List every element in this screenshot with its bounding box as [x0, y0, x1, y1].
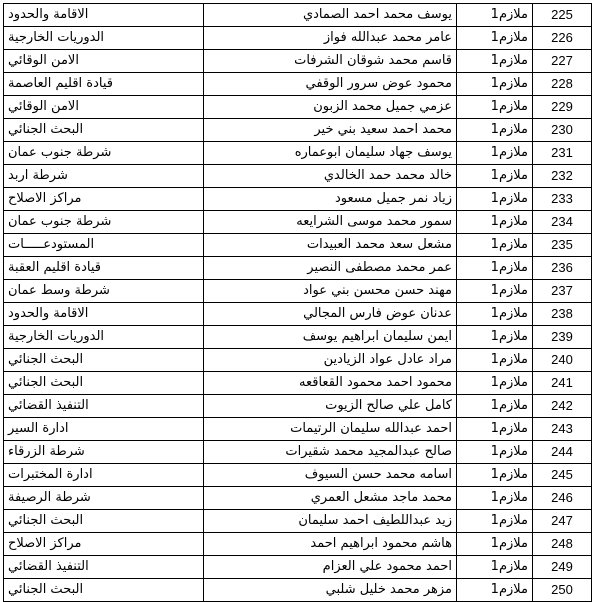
name-cell: اسامه محمد حسن السيوف	[204, 464, 457, 487]
row-number-cell: 228	[533, 73, 592, 96]
unit-cell: ادارة السير	[4, 418, 204, 441]
rank-cell: ملازم1	[457, 533, 533, 556]
unit-cell: شرطة اربد	[4, 165, 204, 188]
rank-cell: ملازم1	[457, 27, 533, 50]
row-number-cell: 240	[533, 349, 592, 372]
unit-cell: التنفيذ القضائي	[4, 556, 204, 579]
rank-cell: ملازم1	[457, 464, 533, 487]
table-row	[4, 441, 592, 464]
unit-cell: التنفيذ القضائي	[4, 395, 204, 418]
table-row	[4, 142, 592, 165]
name-cell: مهند حسن محسن بني عواد	[204, 280, 457, 303]
row-number-cell: 233	[533, 188, 592, 211]
name-cell: محمود احمد محمود القعاقعه	[204, 372, 457, 395]
name-cell: كامل علي صالح الزيوت	[204, 395, 457, 418]
table-row	[4, 510, 592, 533]
name-cell: يوسف محمد احمد الصمادي	[204, 4, 457, 27]
row-number-cell: 235	[533, 234, 592, 257]
row-number-cell: 226	[533, 27, 592, 50]
rank-cell: ملازم1	[457, 280, 533, 303]
name-cell: يوسف جهاد سليمان ابوعماره	[204, 142, 457, 165]
unit-cell: البحث الجنائي	[4, 372, 204, 395]
row-number-cell: 246	[533, 487, 592, 510]
row-number-cell: 231	[533, 142, 592, 165]
table-row	[4, 257, 592, 280]
rank-cell: ملازم1	[457, 349, 533, 372]
table-row	[4, 119, 592, 142]
table-row	[4, 280, 592, 303]
name-cell: عامر محمد عبدالله فواز	[204, 27, 457, 50]
name-cell: عزمي جميل محمد الزبون	[204, 96, 457, 119]
name-cell: احمد محمود علي العزام	[204, 556, 457, 579]
table-row	[4, 372, 592, 395]
row-number-cell: 225	[533, 4, 592, 27]
rank-cell: ملازم1	[457, 303, 533, 326]
name-cell: مشعل سعد محمد العبيدات	[204, 234, 457, 257]
unit-cell: الاقامة والحدود	[4, 4, 204, 27]
row-number-cell: 248	[533, 533, 592, 556]
row-number-cell: 249	[533, 556, 592, 579]
row-number-cell: 232	[533, 165, 592, 188]
rank-cell: ملازم1	[457, 257, 533, 280]
unit-cell: المستودعـــــات	[4, 234, 204, 257]
name-cell: خالد محمد حمد الخالدي	[204, 165, 457, 188]
rank-cell: ملازم1	[457, 142, 533, 165]
name-cell: صالح عبدالمجيد محمد شقيرات	[204, 441, 457, 464]
rank-cell: ملازم1	[457, 510, 533, 533]
rank-cell: ملازم1	[457, 165, 533, 188]
rank-cell: ملازم1	[457, 556, 533, 579]
name-cell: محمد ماجد مشعل العمري	[204, 487, 457, 510]
unit-cell: البحث الجنائي	[4, 510, 204, 533]
unit-cell: البحث الجنائي	[4, 349, 204, 372]
row-number-cell: 244	[533, 441, 592, 464]
unit-cell: ادارة المختبرات	[4, 464, 204, 487]
rank-cell: ملازم1	[457, 4, 533, 27]
row-number-cell: 243	[533, 418, 592, 441]
table-row	[4, 188, 592, 211]
name-cell: محمود عوض سرور الوقفي	[204, 73, 457, 96]
rank-cell: ملازم1	[457, 73, 533, 96]
table-row	[4, 211, 592, 234]
unit-cell: الدوريات الخارجية	[4, 326, 204, 349]
row-number-cell: 245	[533, 464, 592, 487]
rank-cell: ملازم1	[457, 119, 533, 142]
name-cell: مزهر محمد خليل شلبي	[204, 579, 457, 602]
unit-cell: مراكز الاصلاح	[4, 533, 204, 556]
table-row	[4, 418, 592, 441]
unit-cell: الامن الوقائي	[4, 96, 204, 119]
rank-cell: ملازم1	[457, 487, 533, 510]
table-row	[4, 96, 592, 119]
table-row	[4, 303, 592, 326]
table-row	[4, 326, 592, 349]
table-row	[4, 487, 592, 510]
unit-cell: شرطة جنوب عمان	[4, 211, 204, 234]
unit-cell: قيادة اقليم العاصمة	[4, 73, 204, 96]
unit-cell: الامن الوقائي	[4, 50, 204, 73]
row-number-cell: 229	[533, 96, 592, 119]
table-row	[4, 73, 592, 96]
name-cell: عدنان عوض فارس المجالي	[204, 303, 457, 326]
unit-cell: مراكز الاصلاح	[4, 188, 204, 211]
rank-cell: ملازم1	[457, 395, 533, 418]
unit-cell: شرطة الزرقاء	[4, 441, 204, 464]
rank-cell: ملازم1	[457, 211, 533, 234]
rank-cell: ملازم1	[457, 418, 533, 441]
name-cell: ايمن سليمان ابراهيم يوسف	[204, 326, 457, 349]
row-number-cell: 242	[533, 395, 592, 418]
rank-cell: ملازم1	[457, 441, 533, 464]
row-number-cell: 236	[533, 257, 592, 280]
rank-cell: ملازم1	[457, 234, 533, 257]
table-row	[4, 464, 592, 487]
officers-table-body	[4, 4, 592, 602]
rank-cell: ملازم1	[457, 96, 533, 119]
table-row	[4, 50, 592, 73]
name-cell: زيد عبداللطيف احمد سليمان	[204, 510, 457, 533]
row-number-cell: 239	[533, 326, 592, 349]
officers-table	[3, 3, 592, 602]
name-cell: محمد احمد سعيد بني خير	[204, 119, 457, 142]
row-number-cell: 250	[533, 579, 592, 602]
unit-cell: البحث الجنائي	[4, 119, 204, 142]
rank-cell: ملازم1	[457, 579, 533, 602]
table-row	[4, 533, 592, 556]
unit-cell: الاقامة والحدود	[4, 303, 204, 326]
rank-cell: ملازم1	[457, 188, 533, 211]
name-cell: قاسم محمد شوقان الشرفات	[204, 50, 457, 73]
unit-cell: شرطة الرصيفة	[4, 487, 204, 510]
unit-cell: الدوريات الخارجية	[4, 27, 204, 50]
row-number-cell: 238	[533, 303, 592, 326]
table-row	[4, 395, 592, 418]
table-row	[4, 234, 592, 257]
table-row	[4, 4, 592, 27]
name-cell: سمور محمد موسى الشرايعه	[204, 211, 457, 234]
row-number-cell: 234	[533, 211, 592, 234]
unit-cell: قيادة اقليم العقبة	[4, 257, 204, 280]
table-row	[4, 27, 592, 50]
name-cell: زياد نمر جميل مسعود	[204, 188, 457, 211]
name-cell: هاشم محمود ابراهيم احمد	[204, 533, 457, 556]
table-row	[4, 556, 592, 579]
row-number-cell: 227	[533, 50, 592, 73]
table-row	[4, 349, 592, 372]
unit-cell: شرطة جنوب عمان	[4, 142, 204, 165]
row-number-cell: 247	[533, 510, 592, 533]
name-cell: عمر محمد مصطفى النصير	[204, 257, 457, 280]
unit-cell: البحث الجنائي	[4, 579, 204, 602]
table-row	[4, 579, 592, 602]
name-cell: احمد عبدالله سليمان الرتيمات	[204, 418, 457, 441]
row-number-cell: 241	[533, 372, 592, 395]
row-number-cell: 237	[533, 280, 592, 303]
unit-cell: شرطة وسط عمان	[4, 280, 204, 303]
rank-cell: ملازم1	[457, 372, 533, 395]
row-number-cell: 230	[533, 119, 592, 142]
table-row	[4, 165, 592, 188]
rank-cell: ملازم1	[457, 326, 533, 349]
rank-cell: ملازم1	[457, 50, 533, 73]
name-cell: مراد عادل عواد الزيادين	[204, 349, 457, 372]
